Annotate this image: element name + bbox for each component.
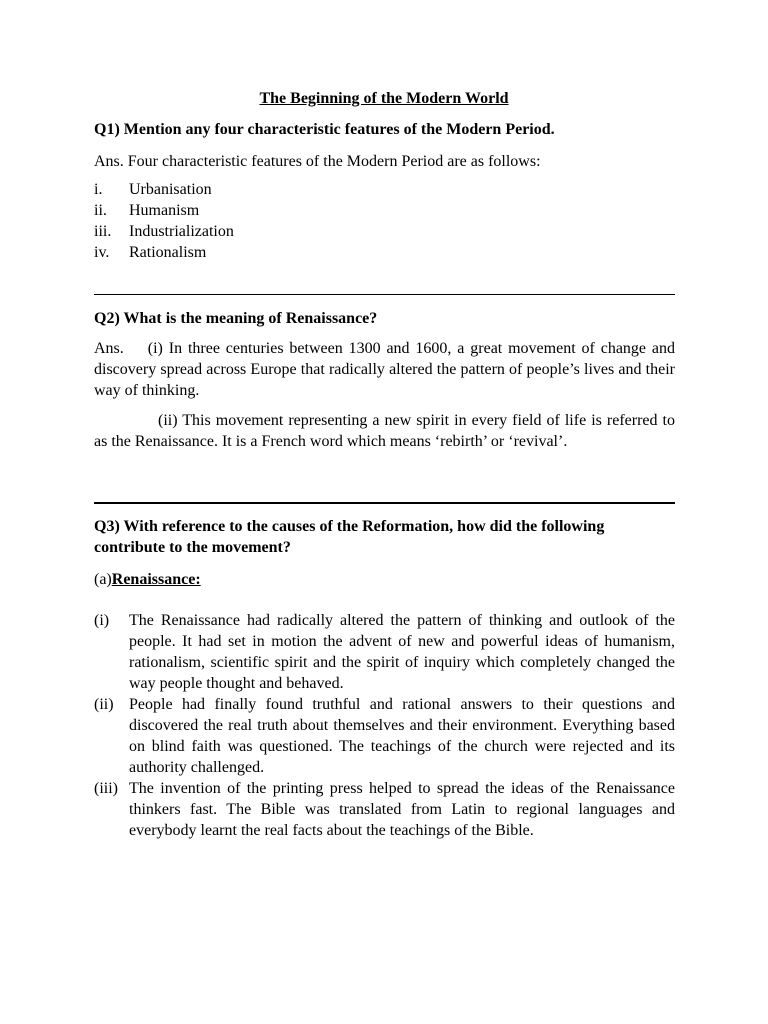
list-item-number: (iii) — [94, 780, 118, 797]
q2-answer-paragraph-2: (ii) This movement representing a new spirit in every field of life is referred to as the Renaissance. It is a French word which means ‘rebirth’ or ‘revival’. — [94, 412, 675, 450]
list-item-number: iv. — [94, 244, 110, 261]
q1-question: Q1) Mention any four characteristic features of the Modern Period. — [94, 121, 555, 138]
list-item-number: (i) — [94, 612, 110, 629]
q2-answer-paragraph-1: Ans. (i) In three centuries between 1300 and 1600, a great movement of change and discovery spread across Europe that radically altered the pattern of people’s lives and their way of thinking. — [94, 340, 675, 399]
list-item-text: Rationalism — [129, 244, 207, 261]
q1-feature-list — [94, 179, 675, 263]
q3-sub-prefix: (a) — [94, 571, 112, 588]
list-item — [94, 694, 675, 778]
page-title: The Beginning of the Modern World — [259, 90, 509, 107]
list-item-text: Urbanisation — [129, 181, 212, 198]
list-item-text: People had finally found truthful and rational answers to their questions and discovered the real truth about themselves and their environment. Everything based on blind faith was questioned. The teachings of the church were rejected and its authority challenged. — [129, 696, 675, 776]
list-item-text: Humanism — [129, 202, 200, 219]
q1-answer-intro: Ans. Four characteristic features of the Modern Period are as follows: — [94, 153, 541, 170]
list-item — [94, 242, 675, 263]
list-item-text: The Renaissance had radically altered the pattern of thinking and outlook of the people. It had set in motion the advent of new and powerful ideas of humanism, rationalism, scientific spirit and the spirit of inquiry which completely changed the way people thought and behaved. — [129, 612, 675, 692]
list-item-number: ii. — [94, 202, 107, 219]
q3-subheading — [94, 569, 675, 590]
list-item — [94, 610, 675, 694]
list-item-number: (ii) — [94, 696, 114, 713]
list-item — [94, 221, 675, 242]
q3-answer-list — [94, 610, 675, 841]
q2-question: Q2) What is the meaning of Renaissance? — [94, 310, 378, 327]
q3-sub-label: Renaissance: — [111, 571, 201, 588]
list-item-text: The invention of the printing press helped to spread the ideas of the Renaissance thinkers fast. The Bible was translated from Latin to regional languages and everybody learnt the real facts about the teachings of the Bible. — [129, 780, 675, 839]
list-item — [94, 200, 675, 221]
list-item — [94, 179, 675, 200]
list-item-text: Industrialization — [129, 223, 234, 240]
list-item-number: i. — [94, 181, 103, 198]
list-item — [94, 778, 675, 841]
list-item-number: iii. — [94, 223, 112, 240]
section-divider — [94, 294, 675, 295]
q3-question: Q3) With reference to the causes of the Reformation, how did the following contribute to the movement? — [94, 518, 605, 556]
section-divider — [94, 502, 675, 504]
